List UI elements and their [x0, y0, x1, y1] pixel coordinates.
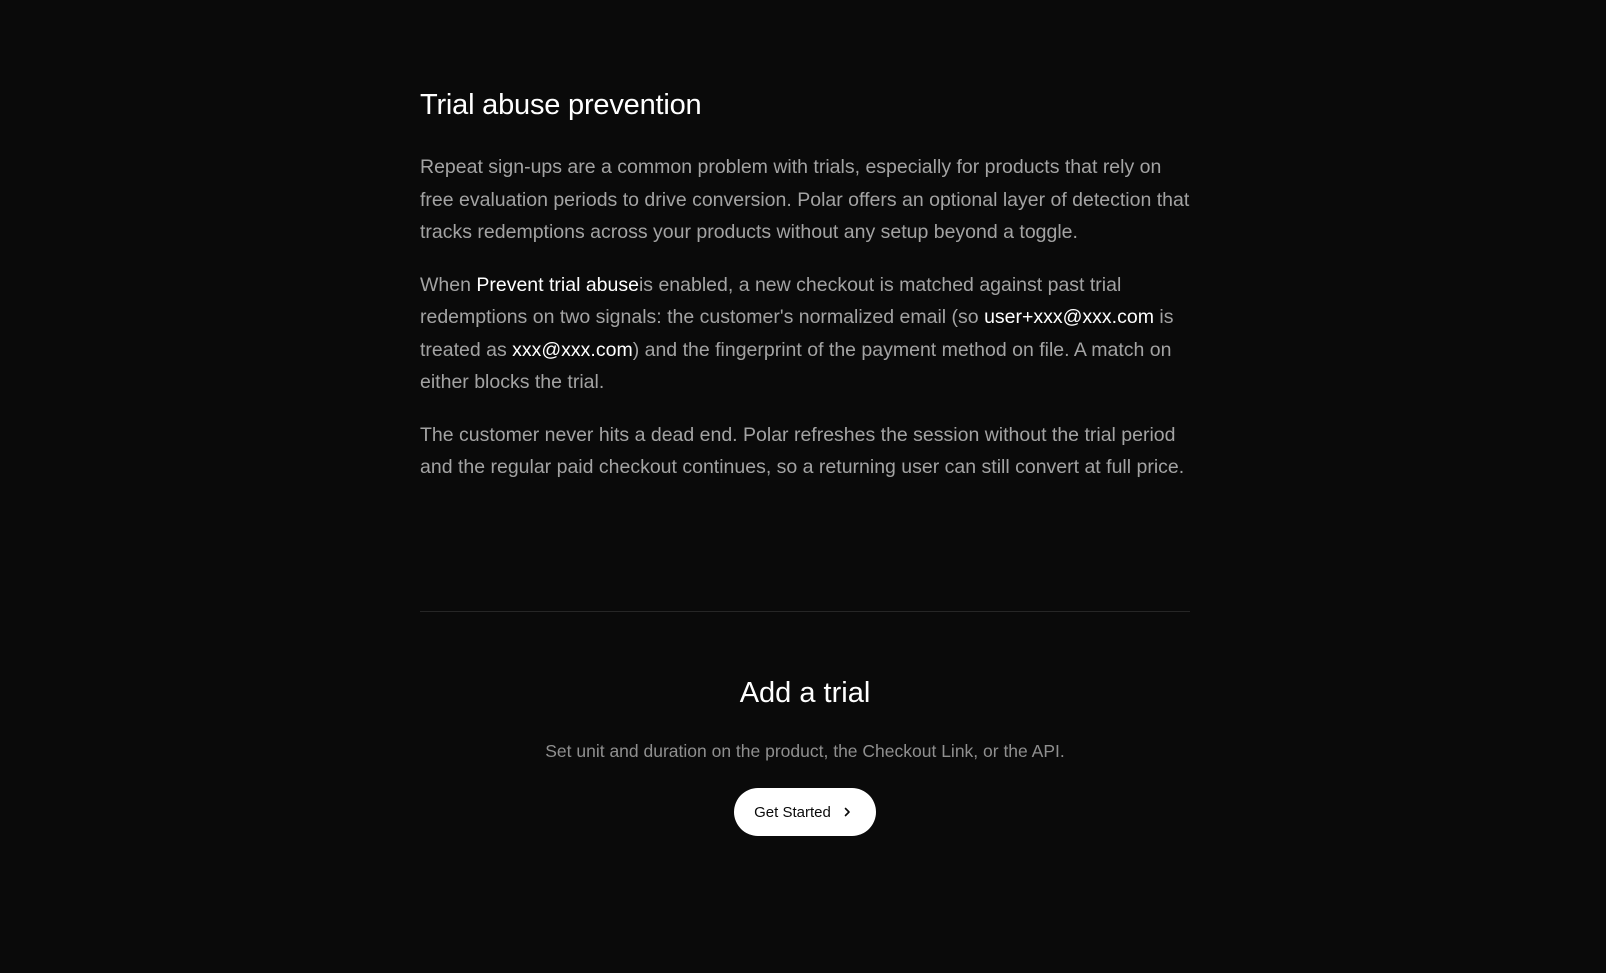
get-started-button[interactable]	[734, 788, 876, 836]
paragraph-repeat-signups: Repeat sign-ups are a common problem with trials, especially for products that rely on free evaluation periods to drive conversion. Polar offers an optional layer of detection that tracks redemptions across your products without any setup beyond a toggle.	[420, 156, 1190, 243]
chevron-right-icon	[841, 806, 853, 818]
paragraph-no-dead-end: The customer never hits a dead end. Polar refreshes the session without the trial period and the regular paid checkout continues, so a returning user can still convert at full price.	[420, 423, 1185, 478]
cta-title: Add a trial	[739, 677, 871, 709]
example-email-highlight: user+xxx@xxx.com	[984, 306, 1154, 328]
section-divider	[420, 611, 1190, 612]
cta-subtitle: Set unit and duration on the product, the Checkout Link, or the API.	[545, 741, 1065, 761]
setting-name-highlight: Prevent trial abuse	[476, 273, 639, 296]
normalized-email-highlight: xxx@xxx.com	[512, 338, 633, 361]
add-trial-cta	[420, 672, 1190, 836]
section-title: Trial abuse prevention	[420, 89, 702, 121]
paragraph-text-part: is treated as	[420, 306, 1174, 361]
paragraph-prevent-trial-abuse	[420, 269, 1190, 399]
paragraph-text-part: When	[420, 273, 477, 296]
trial-abuse-section	[420, 84, 1190, 504]
paragraph-text-part: ) and the fingerprint of the payment method on file. A match on either blocks the trial.	[420, 338, 1172, 393]
paragraph-text-part: is enabled, a new checkout is matched against past trial redemptions on two signals: the customer's normalized email (so	[420, 273, 1122, 328]
get-started-label: Get Started	[754, 803, 831, 821]
